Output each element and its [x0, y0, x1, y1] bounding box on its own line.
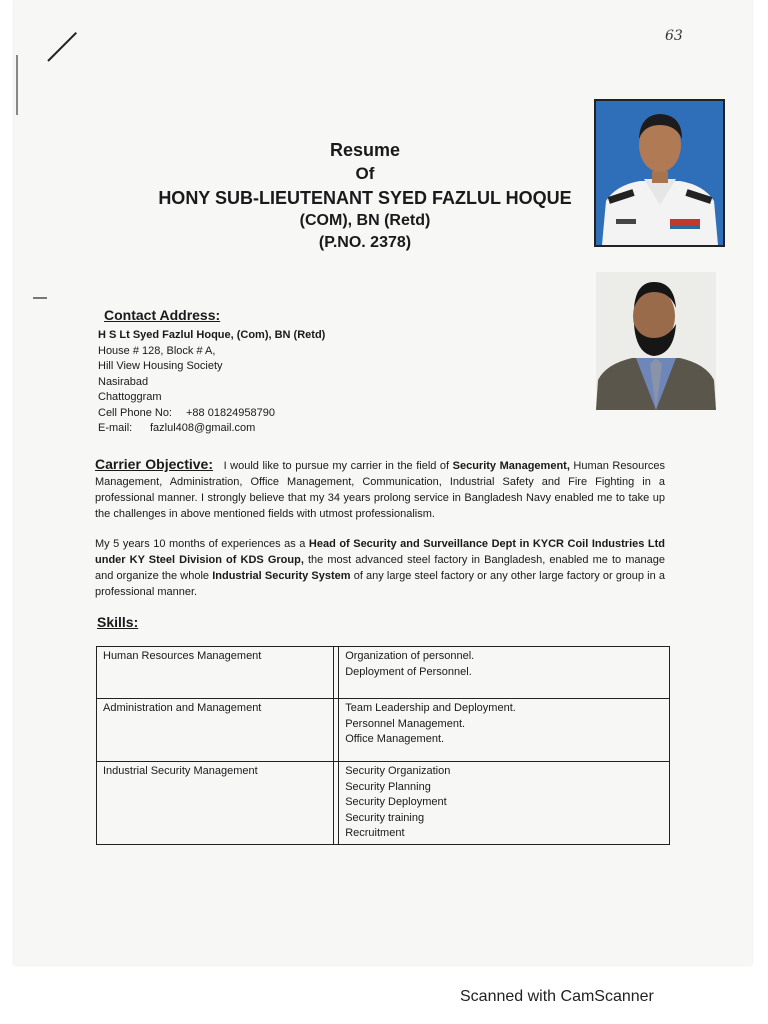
objective-text: I would like to pursue my carrier in the field of [223, 460, 453, 472]
objective-emphasis: Security Management, [452, 460, 570, 472]
phone-label: Cell Phone No: [98, 406, 172, 419]
skill-area: Administration and Management [97, 699, 334, 762]
address-line: Hill View Housing Society [98, 360, 223, 372]
experience-text: the most advanced steel factory in Bangladesh, enabled me to manage and organize the whole [95, 554, 665, 582]
contact-heading: Contact Address: [104, 307, 221, 323]
title-rank: (COM), BN (Retd) [299, 212, 431, 229]
margin-tick [33, 297, 47, 299]
binder-mark [16, 55, 18, 115]
phone-row [98, 406, 325, 422]
skill-item: Recruitment [345, 827, 405, 839]
email-label: E-mail: [98, 422, 133, 434]
skill-item: Office Management. [345, 733, 445, 745]
suit-photo [596, 272, 716, 410]
contact-name: H S Lt Syed Fazlul Hoque, (Com), BN (Retd) [98, 329, 326, 341]
skill-item: Personnel Management. [345, 717, 466, 730]
objective-heading: Carrier Objective: [95, 456, 213, 472]
title-resume: Resume [329, 140, 401, 160]
skill-item: Security Planning [345, 780, 431, 793]
skill-item: Security Deployment [345, 796, 447, 808]
title-pno: (P.NO. 2378) [318, 234, 412, 251]
experience-text: of any large steel factory or any other large factory or group in a professional manner. [95, 570, 665, 598]
skills-heading: Skills: [97, 614, 139, 630]
suit-photo-drawing [596, 272, 716, 410]
experience-emphasis: Industrial Security System [212, 570, 351, 582]
objective-paragraph [95, 456, 665, 522]
experience-emphasis: Head of Security and Surveillance Dept in KYCR Coil Industries Ltd under KY Steel Division of KDS Group, [95, 538, 666, 566]
address-line: Nasirabad [98, 375, 149, 388]
table-row [97, 647, 670, 699]
skills-table [96, 646, 670, 845]
experience-paragraph [95, 536, 665, 600]
resume-title [150, 138, 580, 254]
email-row [98, 421, 325, 437]
table-row [97, 699, 670, 762]
experience-text: My 5 years 10 months of experiences as a [95, 538, 309, 550]
skill-item: Security Organization [345, 765, 451, 777]
objective-text: Human Resources Management, Administration, Office Management, Communication, Industrial Safety and Fire Fighting in a professional manner. I strongly believe that my 34 years prolong service in Bangladesh Navy enabled me to take up the challenges in above mentioned fields with utmost professionalism. [95, 460, 666, 520]
title-of: Of [355, 164, 375, 183]
title-name: HONY SUB-LIEUTENANT SYED FAZLUL HOQUE [158, 188, 572, 208]
skill-items [339, 762, 670, 845]
skill-item: Team Leadership and Deployment. [345, 702, 516, 714]
uniform-photo-drawing [596, 101, 723, 245]
skill-item: Security training [345, 811, 425, 824]
skill-area: Human Resources Management [97, 647, 334, 699]
skill-item: Organization of personnel. [345, 650, 475, 662]
skill-items [339, 699, 670, 762]
scanner-watermark: Scanned with CamScanner [460, 988, 654, 1005]
email-value: fazlul408@gmail.com [150, 422, 256, 434]
phone-value: +88 01824958790 [186, 406, 276, 419]
address-line: Chattoggram [98, 391, 162, 403]
page-number: 63 [665, 28, 683, 44]
address-line: House # 128, Block # A, [98, 344, 216, 357]
skill-area: Industrial Security Management [97, 762, 334, 845]
skill-item: Deployment of Personnel. [345, 665, 472, 678]
contact-address [98, 328, 325, 437]
table-row [97, 762, 670, 845]
skill-items [339, 647, 670, 699]
uniform-photo [594, 99, 725, 247]
